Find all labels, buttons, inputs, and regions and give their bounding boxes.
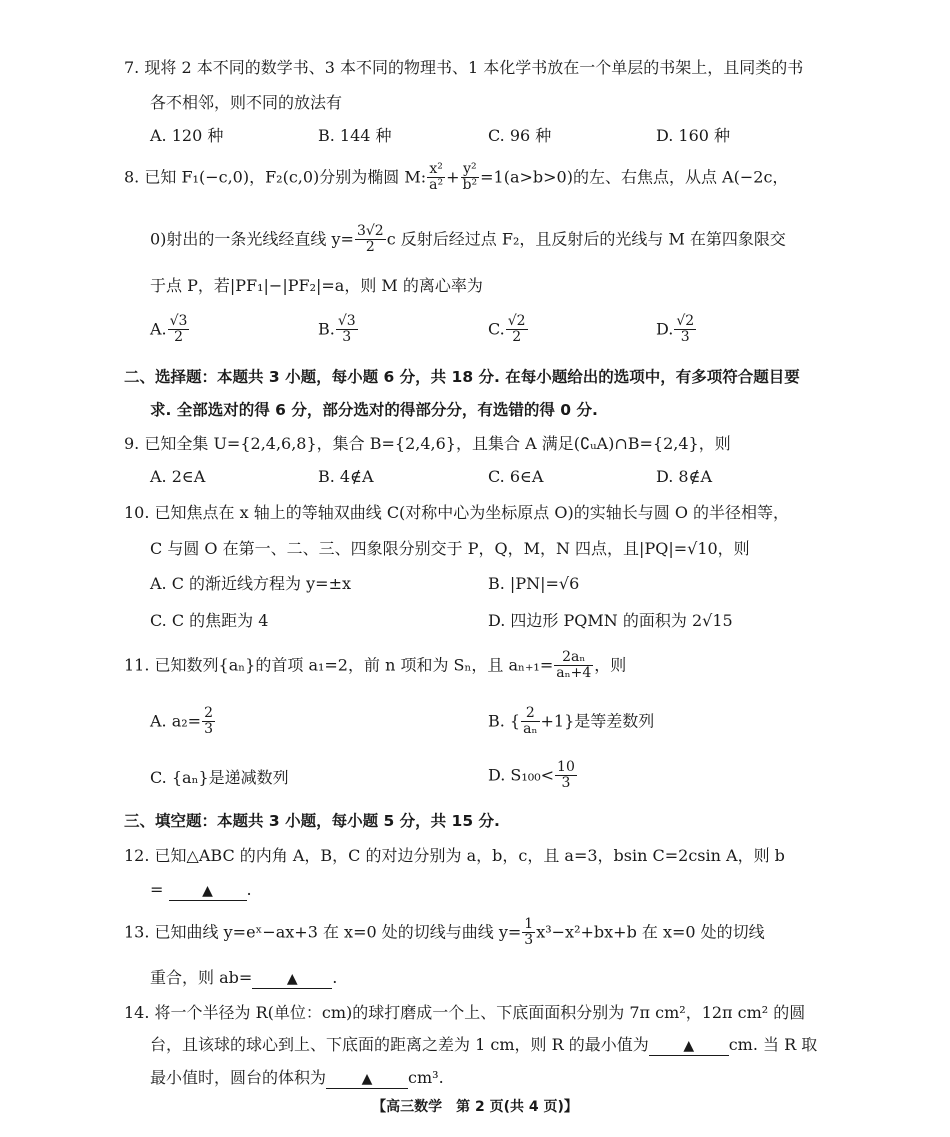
section-2-heading: 二、选择题：本题共 3 小题，每小题 6 分，共 18 分. 在每小题给出的选项中，有多项符合题目要 <box>124 368 800 386</box>
q8-line1 <box>124 162 788 194</box>
q7-line1: 7. 现将 2 本不同的数学书、3 本不同的物理书、1 本化学书放在一个单层的书架上，且同类的书 <box>124 58 804 77</box>
q8-line3: 于点 P，若|PF₁|−|PF₂|=a，则 M 的离心率为 <box>150 276 483 295</box>
q7-option-c: C. 96 种 <box>488 126 552 145</box>
q7-option-d: D. 160 种 <box>656 126 731 145</box>
q9-line1: 9. 已知全集 U={2,4,6,8}，集合 B={2,4,6}，且集合 A 满足(∁ᵤA)∩B={2,4}，则 <box>124 434 731 453</box>
q14-line2: 台，且该球的球心到上、下底面的距离之差为 1 cm，则 R 的最小值为 ▲ cm. 当 R 取 <box>150 1035 818 1054</box>
ellipse-x-term: $\frac{\text{x²}}{\text{a²}}$ <box>429 161 444 194</box>
q8-option-b: B. $\frac{√3}{3}$ <box>318 313 356 346</box>
q14-answer-blank-1[interactable]: ▲ <box>649 1038 729 1056</box>
q12-line2: = ▲ . <box>150 880 252 899</box>
q12-line1: 12. 已知△ABC 的内角 A，B，C 的对边分别为 a，b，c，且 a=3，bsin C=2csin A，则 b <box>124 846 785 865</box>
q8-option-c: C. $\frac{√2}{2}$ <box>488 313 526 346</box>
q7-line2: 各不相邻，则不同的放法有 <box>150 93 343 112</box>
q13-answer-blank[interactable]: ▲ <box>252 971 332 989</box>
q8-line1-end: =1(a>b>0)的左、右焦点，从点 A(−2c， <box>480 167 789 187</box>
q7-option-a: A. 120 种 <box>150 126 224 145</box>
q8-line2-end: c 反射后经过点 F₂，且反射后的光线与 M 在第四象限交 <box>386 229 786 249</box>
q9-option-c: C. 6∈A <box>488 467 544 486</box>
section-3-heading: 三、填空题：本题共 3 小题，每小题 5 分，共 15 分. <box>124 812 500 830</box>
q9-option-b: B. 4∉A <box>318 467 374 486</box>
one-third-fraction: $\frac{1}{3}$ <box>524 916 534 949</box>
q12-answer-blank[interactable]: ▲ <box>169 883 247 901</box>
q11-option-b: B. { $\frac{2}{\text{aₙ}}$ +1}是等差数列 <box>488 705 655 738</box>
q9-option-d: D. 8∉A <box>656 467 713 486</box>
q14-line1: 14. 将一个半径为 R(单位：cm)的球打磨成一个上、下底面面积分别为 7π cm²，12π cm² 的圆 <box>124 1003 806 1022</box>
q8-option-d: D. $\frac{√2}{3}$ <box>656 313 695 346</box>
q13-line1-end: x³−x²+bx+b 在 x=0 处的切线 <box>536 922 765 942</box>
q7-option-b: B. 144 种 <box>318 126 392 145</box>
q11-line1 <box>124 650 626 682</box>
section-2-line2: 求. 全部选对的得 6 分，部分选对的得部分分，有选错的得 0 分. <box>150 401 598 419</box>
q11-line1-end: ，则 <box>594 655 627 675</box>
q11-line1-start: 11. 已知数列{aₙ}的首项 a₁=2，前 n 项和为 Sₙ，且 aₙ₊₁= <box>124 655 554 675</box>
slope-fraction: $\frac{3√2}{2}$ <box>356 223 384 256</box>
q8-line2 <box>150 224 786 256</box>
q11-option-d: D. S₁₀₀< $\frac{10}{3}$ <box>488 759 575 792</box>
q13-line1-start: 13. 已知曲线 y=eˣ−ax+3 在 x=0 处的切线与曲线 y= <box>124 922 522 942</box>
ellipse-y-term: $\frac{\text{y²}}{\text{b²}}$ <box>462 161 478 194</box>
q10-option-c: C. C 的焦距为 4 <box>150 611 269 630</box>
q8-option-a: A. $\frac{√3}{2}$ <box>150 313 188 346</box>
q13-line1 <box>124 917 765 949</box>
q10-line2: C 与圆 O 在第一、二、三、四象限分别交于 P，Q，M，N 四点，且|PQ|=√10，则 <box>150 539 750 558</box>
q8-line1-start: 8. 已知 F₁(−c,0)，F₂(c,0)分别为椭圆 M: <box>124 167 427 187</box>
q13-line2: 重合，则 ab= ▲ . <box>150 968 338 987</box>
recurrence-fraction: $\frac{\text{2aₙ}}{\text{aₙ+4}}$ <box>556 649 592 682</box>
q9-option-a: A. 2∈A <box>150 467 206 486</box>
q11-option-c: C. {aₙ}是递减数列 <box>150 768 289 787</box>
q14-answer-blank-2[interactable]: ▲ <box>326 1071 408 1089</box>
page-footer: 【高三数学 第 2 页(共 4 页)】 <box>372 1099 578 1115</box>
q14-line3: 最小值时，圆台的体积为 ▲ cm³. <box>150 1068 444 1087</box>
q10-option-b: B. |PN|=√6 <box>488 574 580 593</box>
ellipse-plus: + <box>446 167 460 187</box>
q10-option-a: A. C 的渐近线方程为 y=±x <box>150 574 352 593</box>
q10-option-d: D. 四边形 PQMN 的面积为 2√15 <box>488 611 733 630</box>
q10-line1: 10. 已知焦点在 x 轴上的等轴双曲线 C(对称中心为坐标原点 O)的实轴长与圆 O 的半径相等， <box>124 503 790 522</box>
q8-line2-start: 0)射出的一条光线经直线 y= <box>150 229 354 249</box>
q11-option-a: A. a₂= $\frac{2}{3}$ <box>150 705 214 738</box>
